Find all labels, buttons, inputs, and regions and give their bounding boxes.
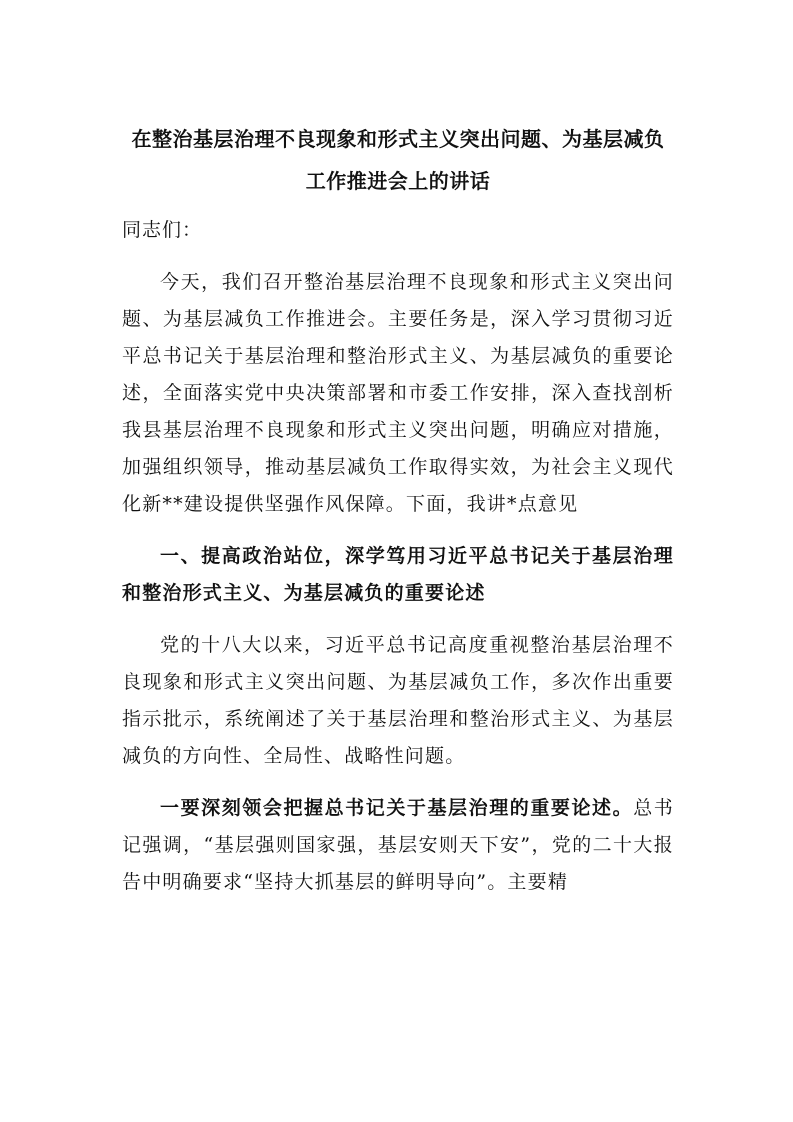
title-line-1: 在整治基层治理不良现象和形式主义突出问题、为基层减负 xyxy=(131,127,665,151)
point-1-paragraph xyxy=(122,790,674,901)
point-1-lead: 一要深刻领会把握总书记关于基层治理的重要论述。 xyxy=(160,797,634,819)
document-body xyxy=(122,118,674,901)
section-1-heading: 一、提高政治站位，深学笃用习近平总书记关于基层治理和整治形式主义、为基层减负的重要论述 xyxy=(122,545,674,604)
point-1-text: 总书记强调，“基层强则国家强，基层安则天下安”，党的二十大报告中明确要求“坚持大抓基层的鲜明导向”。主要精 xyxy=(122,797,674,893)
document-title xyxy=(122,118,674,202)
salutation: 同志们： xyxy=(122,219,203,241)
intro-paragraph: 今天，我们召开整治基层治理不良现象和形式主义突出问题、为基层减负工作推进会。主要任务是，深入学习贯彻习近平总书记关于基层治理和整治形式主义、为基层减负的重要论述，全面落实党中央决策部署和市委工作安排，深入查找剖析我县基层治理不良现象和形式主义突出问题，明确应对措施，加强组织领导，推动基层减负工作取得实效，为社会主义现代化新**建设提供坚强作风保障。下面，我讲*点意见 xyxy=(122,271,674,515)
section-1-paragraph: 党的十八大以来，习近平总书记高度重视整治基层治理不良现象和形式主义突出问题、为基层减负工作，多次作出重要指示批示，系统阐述了关于基层治理和整治形式主义、为基层减负的方向性、全局性、战略性问题。 xyxy=(122,634,674,767)
title-line-2: 工作推进会上的讲话 xyxy=(305,169,491,193)
